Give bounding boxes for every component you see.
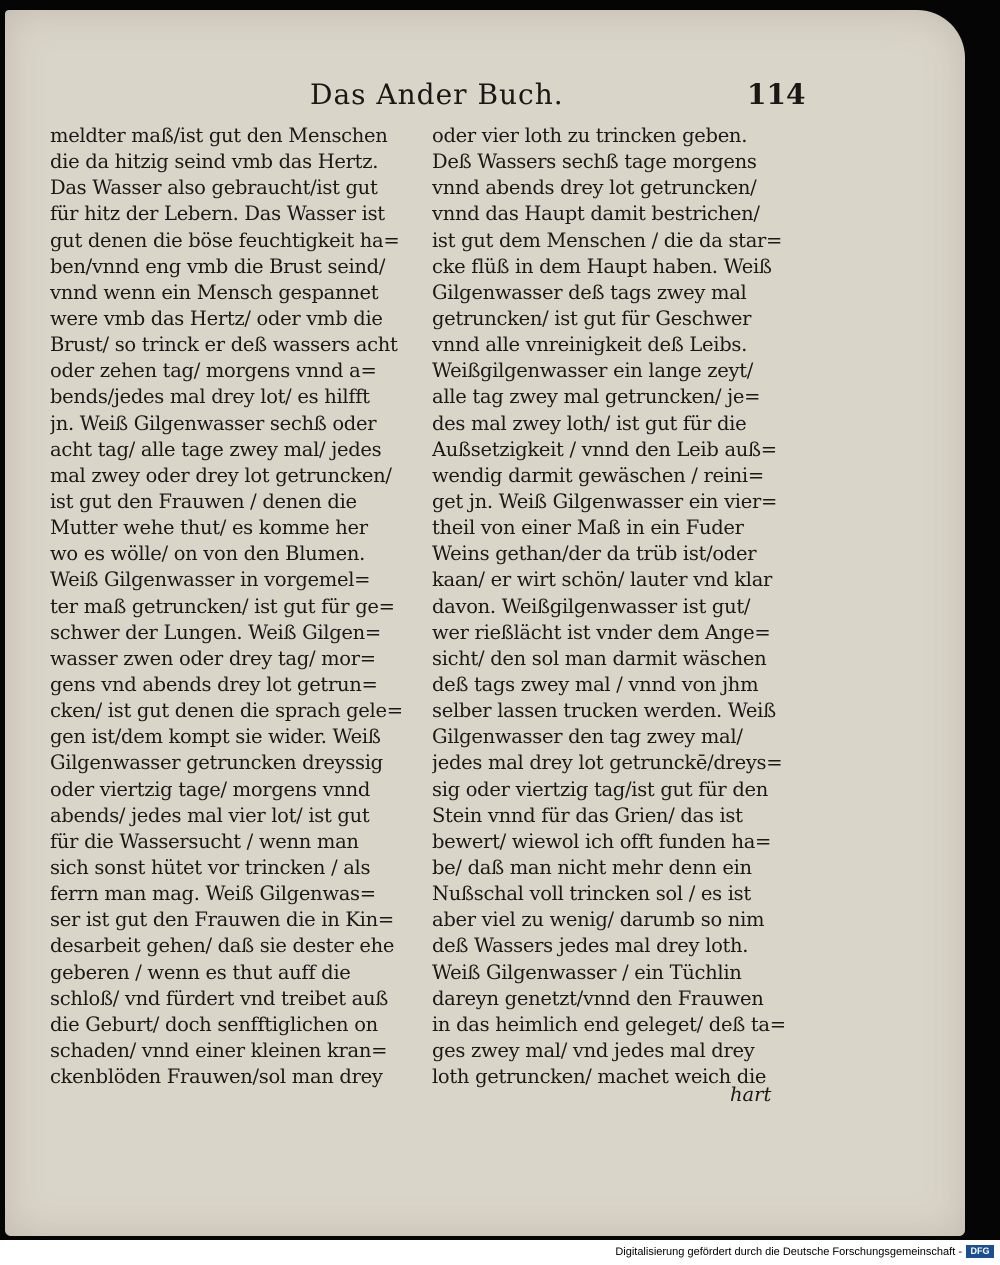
text-line: deß tags zwey mal / vnnd von jhm bbox=[432, 672, 759, 696]
text-line: Nußschal voll trincken sol / es ist bbox=[432, 882, 751, 906]
text-line: dareyn genetzt/vnnd den Frauwen bbox=[432, 986, 764, 1010]
text-line: ben/vnnd eng vmb die Brust seind/ bbox=[50, 254, 386, 278]
text-line: ist gut dem Menschen / die da star= bbox=[432, 228, 783, 252]
text-line: Stein vnnd für das Grien/ das ist bbox=[432, 803, 743, 827]
book-page bbox=[5, 10, 965, 1236]
text-line: jn. Weiß Gilgenwasser sechß oder bbox=[50, 411, 377, 435]
text-line: vnnd das Haupt damit bestrichen/ bbox=[432, 202, 760, 226]
text-line: kaan/ er wirt schön/ lauter vnd klar bbox=[432, 568, 773, 592]
text-line: meldter maß/ist gut den Menschen bbox=[50, 124, 388, 147]
text-line: Gilgenwasser deß tags zwey mal bbox=[432, 280, 747, 304]
running-title: Das Ander Buch. bbox=[310, 78, 564, 111]
text-line: sicht/ den sol man darmit wäschen bbox=[432, 646, 767, 670]
text-line: sig oder viertzig tag/ist gut für den bbox=[432, 777, 768, 801]
text-line: wer rießlächt ist vnder dem Ange= bbox=[432, 620, 771, 644]
text-line: für hitz der Lebern. Das Wasser ist bbox=[50, 202, 385, 226]
text-line: cke flüß in dem Haupt haben. Weiß bbox=[432, 254, 772, 278]
text-line: Weiß Gilgenwasser in vorgemel= bbox=[50, 568, 371, 592]
text-line: Gilgenwasser den tag zwey mal/ bbox=[432, 725, 743, 749]
text-line: wo es wölle/ on von den Blumen. bbox=[50, 542, 365, 566]
text-line: für die Wassersucht / wenn man bbox=[50, 829, 359, 853]
text-line: Deß Wassers sechß tage morgens bbox=[432, 150, 757, 174]
text-line: wasser zwen oder drey tag/ mor= bbox=[50, 646, 376, 670]
text-line: vnnd alle vnreinigkeit deß Leibs. bbox=[432, 333, 747, 357]
text-line: gen ist/dem kompt sie wider. Weiß bbox=[50, 725, 381, 749]
page-header bbox=[5, 78, 965, 122]
text-line: acht tag/ alle tage zwey mal/ jedes bbox=[50, 437, 382, 461]
text-line: desarbeit gehen/ daß sie dester ehe bbox=[50, 934, 395, 958]
text-line: alle tag zwey mal getruncken/ je= bbox=[432, 385, 761, 409]
text-line: schwer der Lungen. Weiß Gilgen= bbox=[50, 620, 381, 644]
text-line: schaden/ vnnd einer kleinen kran= bbox=[50, 1038, 388, 1062]
text-line: sich sonst hütet vor trincken / als bbox=[50, 855, 371, 879]
text-line: selber lassen trucken werden. Weiß bbox=[432, 699, 776, 723]
text-line: ser ist gut den Frauwen die in Kin= bbox=[50, 908, 394, 932]
footer-bar bbox=[0, 1240, 1000, 1265]
text-line: die Geburt/ doch senfftiglichen on bbox=[50, 1012, 378, 1036]
text-line: cken/ ist gut denen die sprach gele= bbox=[50, 699, 403, 723]
text-line: gut denen die böse feuchtigkeit ha= bbox=[50, 228, 400, 252]
text-column-left bbox=[50, 123, 412, 1090]
text-line: des mal zwey loth/ ist gut für die bbox=[432, 411, 747, 435]
dfg-logo-icon: DFG bbox=[966, 1245, 994, 1258]
text-line: theil von einer Maß in ein Fuder bbox=[432, 516, 744, 540]
page-number: 114 bbox=[747, 78, 806, 111]
text-line: Weißgilgenwasser ein lange zeyt/ bbox=[432, 359, 753, 383]
text-line: bewert/ wiewol ich offt funden ha= bbox=[432, 829, 772, 853]
text-line: jedes mal drey lot getrunckē/dreys= bbox=[432, 751, 783, 775]
text-line: oder viertzig tage/ morgens vnnd bbox=[50, 777, 371, 801]
text-line: vnnd abends drey lot getruncken/ bbox=[432, 176, 757, 200]
text-line: Das Wasser also gebraucht/ist gut bbox=[50, 176, 378, 200]
text-line: geberen / wenn es thut auff die bbox=[50, 960, 351, 984]
text-line: Weiß Gilgenwasser / ein Tüchlin bbox=[432, 960, 742, 984]
text-line: Mutter wehe thut/ es komme her bbox=[50, 516, 368, 540]
text-line: in das heimlich end geleget/ deß ta= bbox=[432, 1012, 786, 1036]
text-line: ter maß getruncken/ ist gut für ge= bbox=[50, 594, 395, 618]
catchword: hart bbox=[730, 1083, 772, 1106]
text-line: ges zwey mal/ vnd jedes mal drey bbox=[432, 1038, 755, 1062]
text-line: Gilgenwasser getruncken dreyssig bbox=[50, 751, 383, 775]
text-line: were vmb das Hertz/ oder vmb die bbox=[50, 306, 383, 330]
text-line: Außsetzigkeit / vnnd den Leib auß= bbox=[432, 437, 777, 461]
text-line: ferrn man mag. Weiß Gilgenwas= bbox=[50, 882, 376, 906]
text-line: ckenblöden Frauwen/sol man drey bbox=[50, 1065, 383, 1089]
funding-notice: Digitalisierung gefördert durch die Deutsche Forschungsgemeinschaft - bbox=[615, 1246, 962, 1258]
text-line: oder zehen tag/ morgens vnnd a= bbox=[50, 359, 377, 383]
text-line: abends/ jedes mal vier lot/ ist gut bbox=[50, 803, 370, 827]
text-line: be/ daß man nicht mehr denn ein bbox=[432, 855, 752, 879]
text-line: gens vnd abends drey lot getrun= bbox=[50, 672, 378, 696]
text-line: schloß/ vnd fürdert vnd treibet auß bbox=[50, 986, 388, 1010]
text-line: deß Wassers jedes mal drey loth. bbox=[432, 934, 749, 958]
text-line: die da hitzig seind vmb das Hertz. bbox=[50, 150, 379, 174]
text-line: Weins gethan/der da trüb ist/oder bbox=[432, 542, 757, 566]
text-line: bends/jedes mal drey lot/ es hilfft bbox=[50, 385, 370, 409]
text-column-right bbox=[432, 123, 797, 1090]
text-line: wendig darmit gewäschen / reini= bbox=[432, 463, 764, 487]
text-line: oder vier loth zu trincken geben. bbox=[432, 124, 748, 147]
text-line: aber viel zu wenig/ darumb so nim bbox=[432, 908, 765, 932]
text-line: Brust/ so trinck er deß wassers acht bbox=[50, 333, 398, 357]
text-line: getruncken/ ist gut für Geschwer bbox=[432, 306, 752, 330]
text-line: davon. Weißgilgenwasser ist gut/ bbox=[432, 594, 751, 618]
text-line: vnnd wenn ein Mensch gespannet bbox=[50, 280, 379, 304]
text-line: get jn. Weiß Gilgenwasser ein vier= bbox=[432, 489, 778, 513]
text-line: ist gut den Frauwen / denen die bbox=[50, 489, 357, 513]
text-line: mal zwey oder drey lot getruncken/ bbox=[50, 463, 392, 487]
text-line: loth getruncken/ machet weich die bbox=[432, 1065, 767, 1089]
